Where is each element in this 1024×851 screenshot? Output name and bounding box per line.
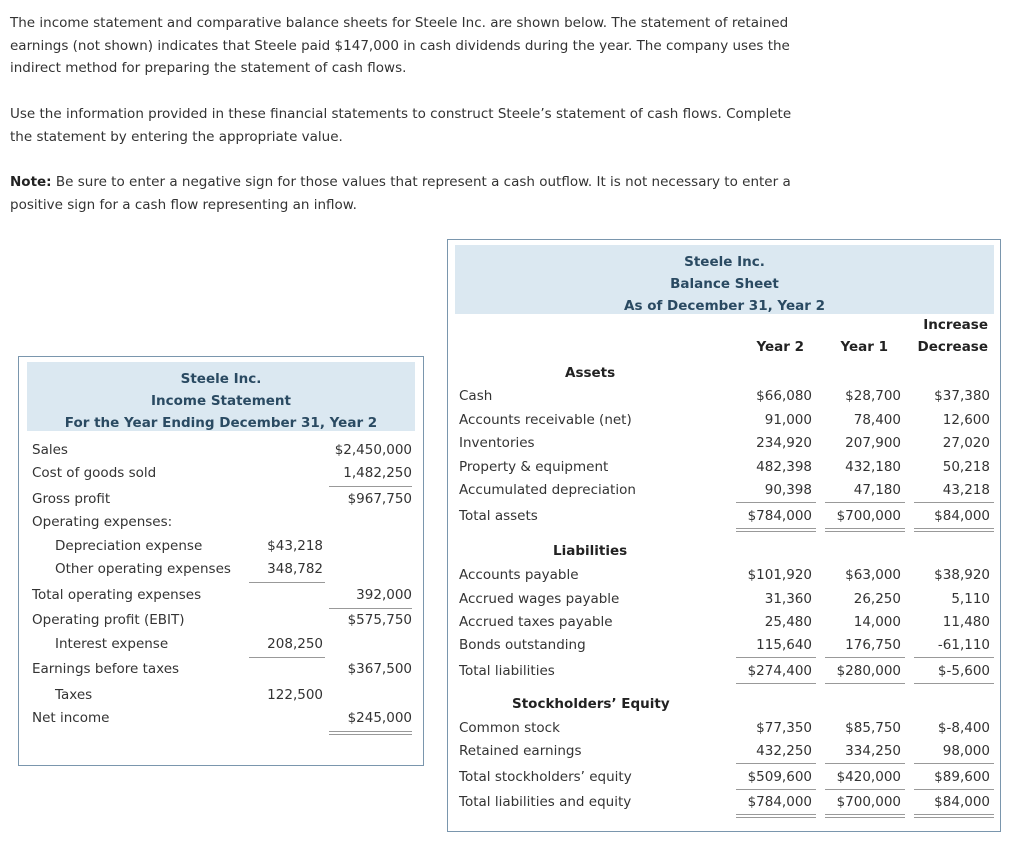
bs-value-year1: $700,000: [836, 794, 901, 810]
bs-value-year2: $77,350: [756, 720, 812, 736]
bs-row-label: Accumulated depreciation: [459, 482, 636, 498]
bs-value-year1: 334,250: [845, 743, 901, 759]
bs-row-label: Inventories: [459, 435, 535, 451]
bs-value-year2: $784,000: [747, 508, 812, 524]
bs-value-year1: $700,000: [836, 508, 901, 524]
bs-row-label: Property & equipment: [459, 459, 609, 475]
bs-value-year1: 26,250: [853, 591, 901, 607]
bs-value-change: 98,000: [942, 743, 990, 759]
bs-row-label: Accrued wages payable: [459, 591, 620, 607]
underline: [736, 683, 816, 684]
bs-value-change: 50,218: [942, 459, 990, 475]
bs-row-label: Accounts payable: [459, 567, 579, 583]
bs-row-label: Cash: [459, 388, 493, 404]
is-row-label: Total operating expenses: [32, 587, 202, 603]
note-text: Be sure to enter a negative sign for those values that represent a cash outflow. It is not necessary to enter a positive sign for a cash flow representing an inflow.: [10, 174, 791, 213]
bs-value-year2: 432,250: [756, 743, 812, 759]
bs-value-change: 12,600: [942, 412, 990, 428]
bs-value-year2: 482,398: [756, 459, 812, 475]
is-row-outer-value: $575,750: [347, 612, 412, 628]
bs-row-label: Accrued taxes payable: [459, 614, 613, 630]
is-row-outer-value: $367,500: [347, 661, 412, 677]
bs-value-year2: 31,360: [764, 591, 812, 607]
underline: [329, 734, 412, 735]
col-header-year2: Year 2: [756, 339, 804, 355]
bs-value-year2: 234,920: [756, 435, 812, 451]
underline: [914, 531, 994, 532]
bs-value-change: 5,110: [951, 591, 990, 607]
underline: [736, 502, 816, 503]
bs-value-year1: 176,750: [845, 637, 901, 653]
bs-value-change: 11,480: [942, 614, 990, 630]
underline: [825, 531, 905, 532]
underline: [329, 486, 412, 487]
underline: [736, 814, 816, 815]
equity-heading: Stockholders’ Equity: [512, 696, 670, 712]
underline: [249, 657, 325, 658]
underline: [825, 528, 905, 529]
bs-value-year1: $280,000: [836, 663, 901, 679]
note-label: Note:: [10, 174, 52, 190]
income-statement-title: Income Statement: [150, 393, 292, 409]
underline: [736, 789, 816, 790]
balance-sheet-header: [455, 245, 994, 314]
intro-paragraph-2: Use the information provided in these financial statements to construct Steele’s statement of cash flows. Complete the statement by entering the appropriate value.: [10, 106, 792, 145]
underline: [736, 763, 816, 764]
is-row-inner-value: $43,218: [267, 538, 323, 554]
bs-value-year1: $28,700: [845, 388, 901, 404]
bs-value-change: 27,020: [942, 435, 990, 451]
is-row-inner-value: 348,782: [267, 561, 323, 577]
bs-value-change: $37,380: [934, 388, 990, 404]
underline: [914, 657, 994, 658]
bs-value-year2: $784,000: [747, 794, 812, 810]
income-statement-period: For the Year Ending December 31, Year 2: [64, 415, 378, 431]
bs-row-label: Accounts receivable (net): [459, 412, 632, 428]
underline: [914, 528, 994, 529]
note-paragraph: [10, 171, 800, 216]
is-row-outer-value: $2,450,000: [334, 442, 412, 458]
bs-row-label: Total stockholders’ equity: [459, 769, 632, 785]
underline: [249, 582, 325, 583]
bs-value-change: $89,600: [934, 769, 990, 785]
income-statement-header: [27, 362, 415, 431]
balance-sheet-panel: [447, 239, 1001, 832]
bs-value-year2: $66,080: [756, 388, 812, 404]
income-statement-company: Steele Inc.: [180, 371, 262, 387]
underline: [825, 763, 905, 764]
underline: [736, 528, 816, 529]
is-row-label: Depreciation expense: [55, 538, 203, 554]
bs-value-change: $-8,400: [937, 720, 990, 736]
underline: [914, 763, 994, 764]
bs-value-year2: $509,600: [747, 769, 812, 785]
underline: [825, 502, 905, 503]
col-header-increase: Increase: [923, 317, 988, 333]
bs-value-change: $84,000: [934, 508, 990, 524]
bs-value-change: -61,110: [937, 637, 990, 653]
bs-row-label: Total assets: [459, 508, 538, 524]
bs-row-label: Bonds outstanding: [459, 637, 586, 653]
underline: [825, 683, 905, 684]
bs-value-year1: 78,400: [853, 412, 901, 428]
bs-value-year1: $63,000: [845, 567, 901, 583]
balance-sheet-company: Steele Inc.: [684, 254, 765, 270]
bs-row-label: Common stock: [459, 720, 560, 736]
is-row-label: Interest expense: [55, 636, 169, 652]
underline: [914, 502, 994, 503]
is-row-label: Gross profit: [32, 491, 111, 507]
liabilities-heading: Liabilities: [553, 543, 628, 559]
bs-value-year1: $85,750: [845, 720, 901, 736]
underline: [914, 814, 994, 815]
is-row-label: Net income: [32, 710, 110, 726]
underline: [914, 683, 994, 684]
is-row-label: Operating profit (EBIT): [32, 612, 185, 628]
bs-row-label: Total liabilities and equity: [459, 794, 632, 810]
is-row-outer-value: 392,000: [356, 587, 412, 603]
balance-sheet-period: As of December 31, Year 2: [624, 298, 825, 314]
is-row-label: Sales: [32, 442, 68, 458]
is-row-label: Other operating expenses: [55, 561, 231, 577]
col-header-year1: Year 1: [840, 339, 888, 355]
intro-paragraph-1: The income statement and comparative balance sheets for Steele Inc. are shown below. The statement of retained earnings (not shown) indicates that Steele paid $147,000 in cash dividends during the year. The company uses the indirect method for preparing the statement of cash flows.: [10, 15, 790, 76]
bs-value-year1: 432,180: [845, 459, 901, 475]
bs-value-change: 43,218: [942, 482, 990, 498]
bs-value-year1: 47,180: [853, 482, 901, 498]
is-row-label: Taxes: [55, 687, 93, 703]
underline: [914, 817, 994, 818]
underline: [736, 657, 816, 658]
underline: [825, 817, 905, 818]
is-row-inner-value: 122,500: [267, 687, 323, 703]
assets-heading: Assets: [565, 365, 616, 381]
is-row-inner-value: 208,250: [267, 636, 323, 652]
is-row-outer-value: $967,750: [347, 491, 412, 507]
is-row-label: Earnings before taxes: [32, 661, 180, 677]
income-statement-panel: [18, 356, 424, 766]
bs-value-year1: 14,000: [853, 614, 901, 630]
bs-value-change: $-5,600: [937, 663, 990, 679]
underline: [825, 657, 905, 658]
bs-value-change: $84,000: [934, 794, 990, 810]
is-row-label: Cost of goods sold: [32, 465, 157, 481]
is-row-label: Operating expenses:: [32, 514, 173, 530]
bs-value-change: $38,920: [934, 567, 990, 583]
bs-value-year2: 115,640: [756, 637, 812, 653]
is-row-outer-value: 1,482,250: [343, 465, 412, 481]
bs-value-year2: 90,398: [764, 482, 812, 498]
bs-value-year2: $274,400: [747, 663, 812, 679]
bs-value-year2: 91,000: [764, 412, 812, 428]
underline: [736, 531, 816, 532]
bs-value-year2: $101,920: [747, 567, 812, 583]
underline: [914, 789, 994, 790]
bs-value-year1: $420,000: [836, 769, 901, 785]
underline: [329, 608, 412, 609]
bs-row-label: Total liabilities: [459, 663, 555, 679]
underline: [329, 731, 412, 732]
underline: [736, 817, 816, 818]
is-row-outer-value: $245,000: [347, 710, 412, 726]
underline: [825, 814, 905, 815]
col-header-decrease: Decrease: [917, 339, 988, 355]
balance-sheet-title: Balance Sheet: [670, 276, 779, 292]
bs-value-year1: 207,900: [845, 435, 901, 451]
bs-value-year2: 25,480: [764, 614, 812, 630]
underline: [825, 789, 905, 790]
bs-row-label: Retained earnings: [459, 743, 582, 759]
